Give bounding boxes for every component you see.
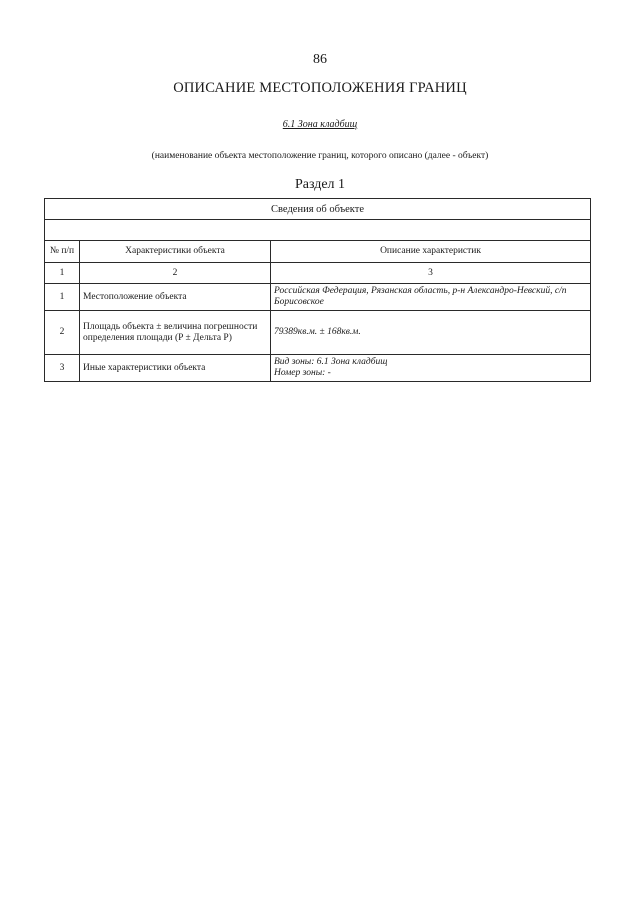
table-row [45,284,591,311]
table-empty-row [45,220,591,241]
header-cell-description: Описание характеристик [271,241,591,263]
document-title: ОПИСАНИЕ МЕСТОПОЛОЖЕНИЯ ГРАНИЦ [173,80,467,96]
numbering-cell: 3 [271,263,591,284]
section-title: Раздел 1 [294,177,346,192]
row-number: 3 [45,355,80,382]
object-info-table [44,198,591,382]
row-description [271,355,591,382]
header-cell-characteristic: Характеристики объекта [80,241,271,263]
table-numbering-row [45,263,591,284]
table-caption: Сведения об объекте [45,199,591,220]
row-number: 1 [45,284,80,311]
object-name: 6.1 Зона кладбищ [282,119,358,130]
row-characteristic: Площадь объекта ± величина погрешности определения площади (P ± Дельта P) [80,311,271,355]
object-name-caption: (наименование объекта местоположение границ, которого описано (далее - объект) [151,151,489,161]
row-characteristic: Иные характеристики объекта [80,355,271,382]
table-row [45,311,591,355]
row-number: 2 [45,311,80,355]
zone-type-line: Вид зоны: 6.1 Зона кладбищ [274,357,388,367]
row-description: 79389кв.м. ± 168кв.м. [271,311,591,355]
row-description: Российская Федерация, Рязанская область, р-н Александро-Невский, с/п Борисовское [271,284,591,311]
numbering-cell: 1 [45,263,80,284]
header-cell-number: № п/п [45,241,80,263]
page-number: 86 [313,52,327,67]
table-caption-row [45,199,591,220]
numbering-cell: 2 [80,263,271,284]
zone-number-line: Номер зоны: - [274,368,331,378]
table-row [45,355,591,382]
table-header-row [45,241,591,263]
row-characteristic: Местоположение объекта [80,284,271,311]
empty-cell [45,220,591,241]
